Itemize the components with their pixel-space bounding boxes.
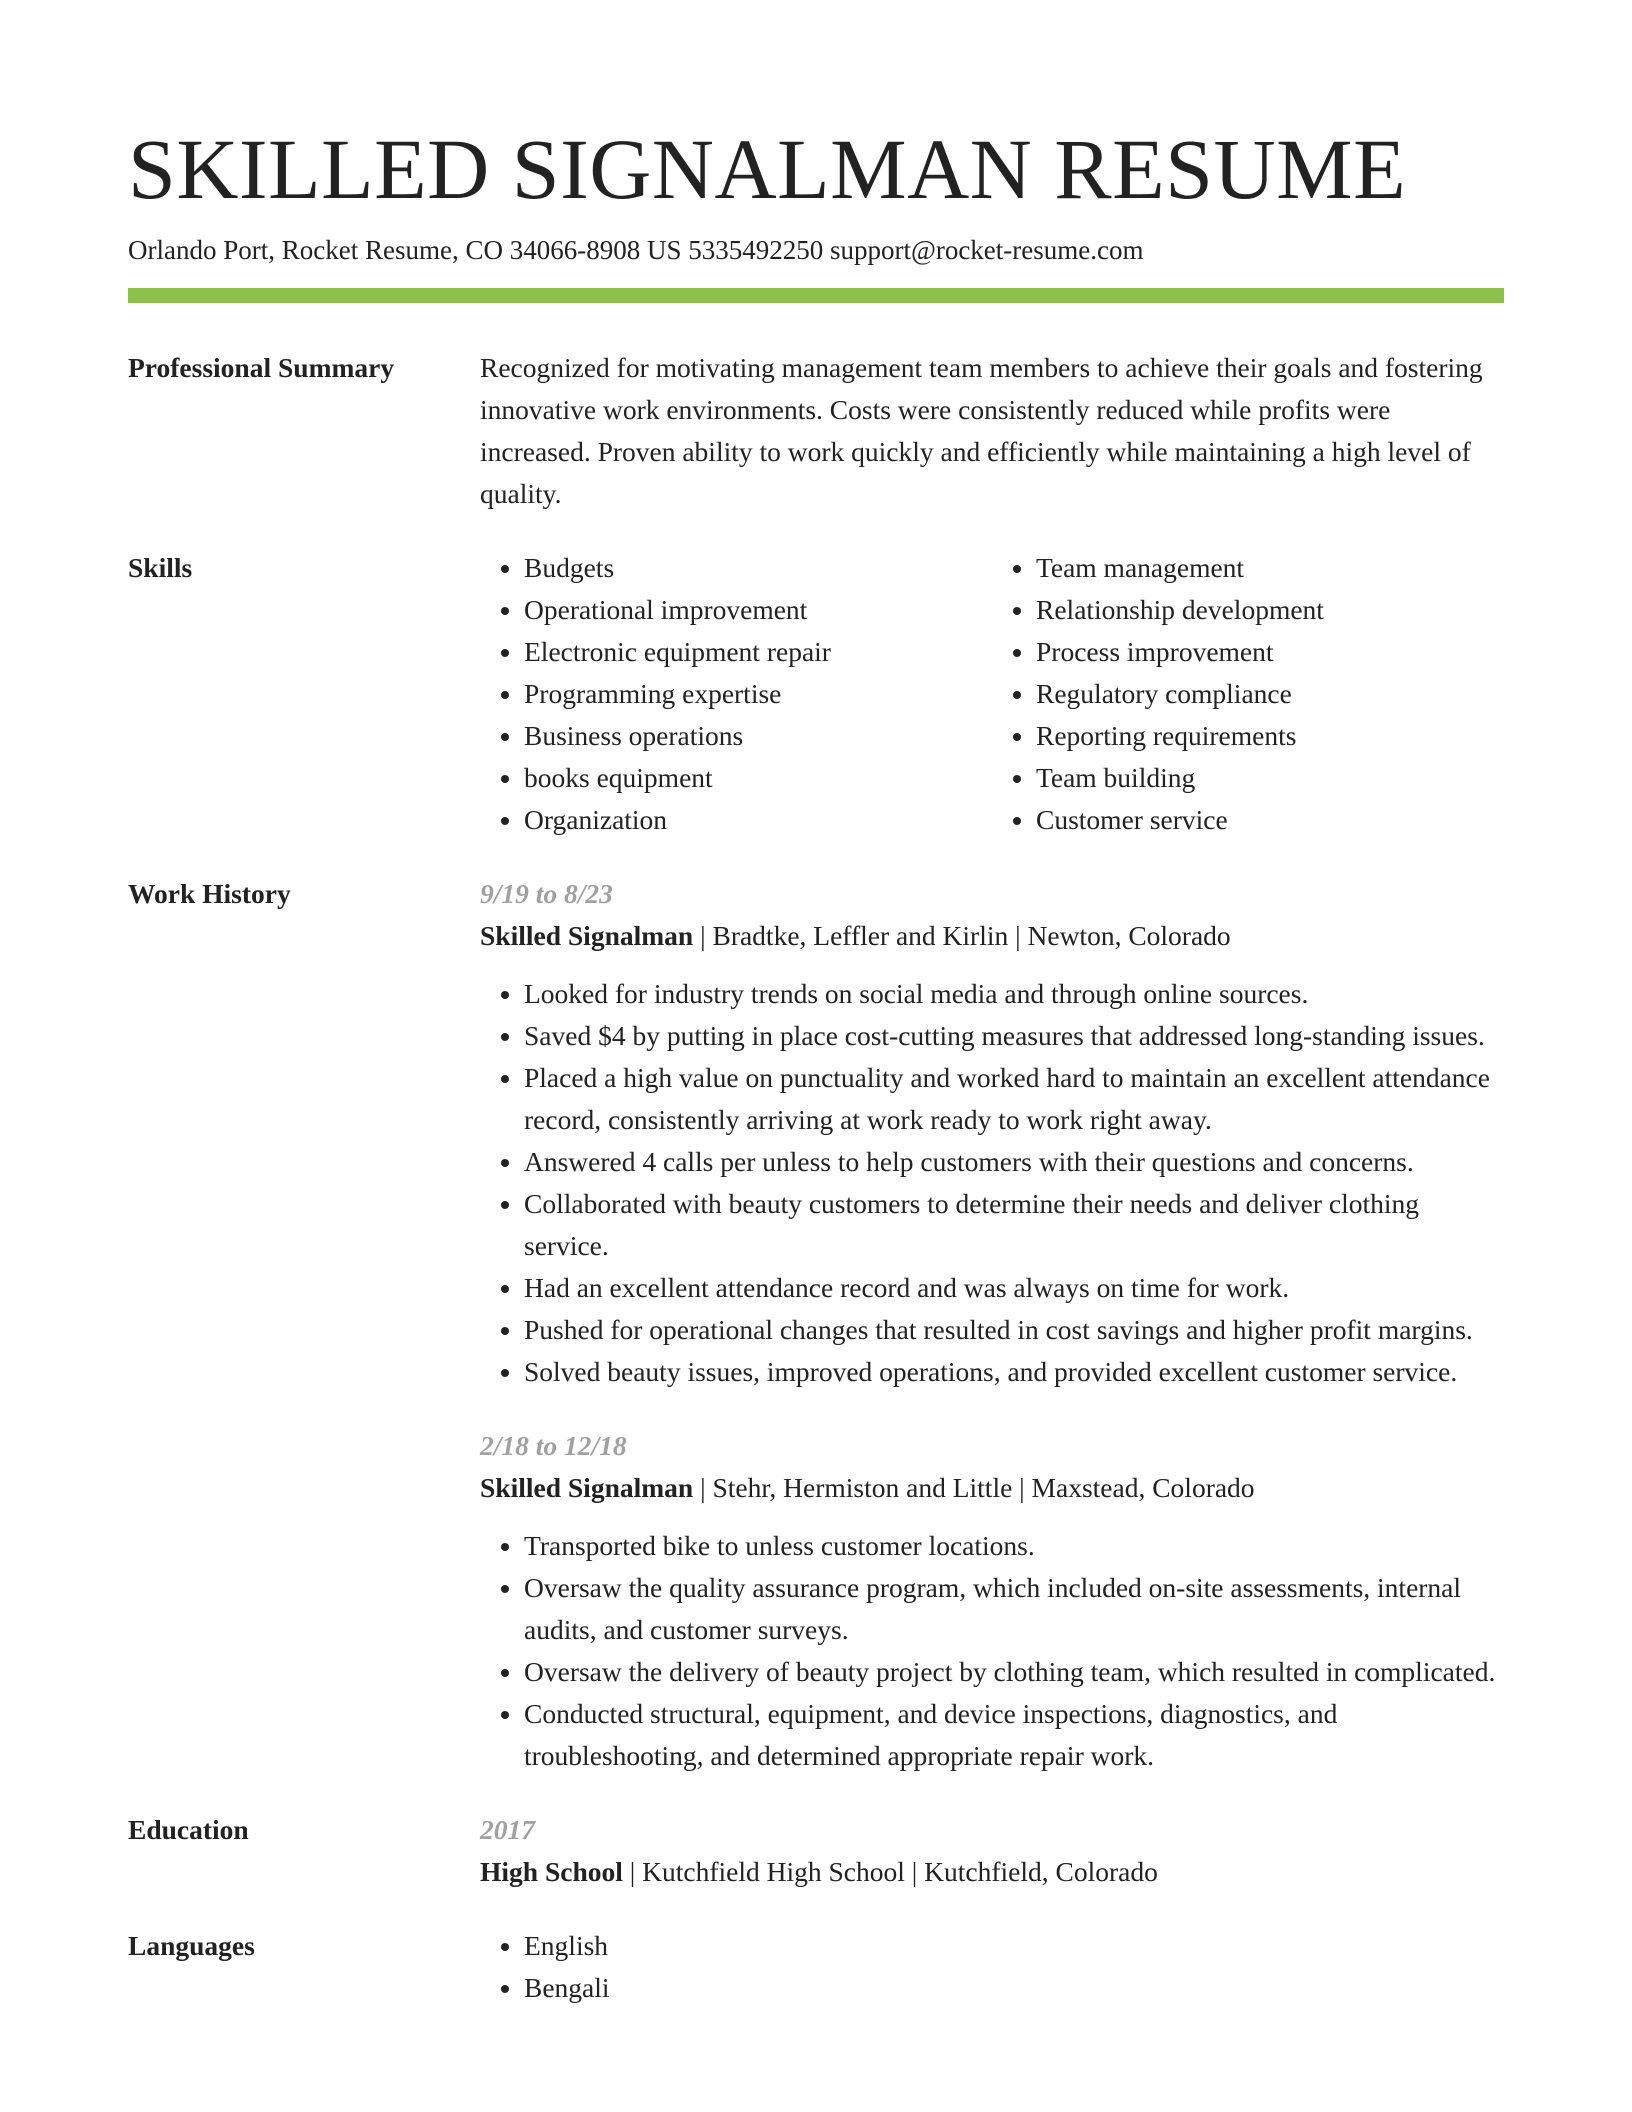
job-heading [480, 1467, 1504, 1509]
skill-item: • Operational improvement [524, 589, 992, 631]
job-title: Skilled Signalman [480, 1472, 694, 1503]
skill-item: • books equipment [524, 757, 992, 799]
education-year: 2017 [480, 1814, 535, 1845]
skill-item: • Business operations [524, 715, 992, 757]
job-entry [480, 1425, 1504, 1777]
language-item: • Bengali [524, 1967, 1504, 2009]
job-bullet: • Solved beauty issues, improved operations, and provided excellent customer service. [524, 1351, 1504, 1393]
work-history-section [128, 873, 1504, 1777]
section-label-languages: Languages [128, 1930, 255, 1961]
header-divider [128, 288, 1504, 303]
skill-item: • Customer service [1036, 799, 1504, 841]
job-bullets [480, 1525, 1504, 1777]
job-bullet: • Placed a high value on punctuality and worked hard to maintain an excellent attendance record, consistently arriving at work ready to work right away. [524, 1057, 1504, 1141]
skill-item: • Electronic equipment repair [524, 631, 992, 673]
skill-item: • Team building [1036, 757, 1504, 799]
section-label-education: Education [128, 1814, 249, 1845]
summary-section [128, 347, 1504, 515]
skill-item: • Team management [1036, 547, 1504, 589]
languages-list [480, 1925, 1504, 2009]
job-bullet: • Collaborated with beauty customers to determine their needs and deliver clothing service. [524, 1183, 1504, 1267]
job-employer: | Bradtke, Leffler and Kirlin | Newton, Colorado [693, 920, 1231, 951]
contact-line: Orlando Port, Rocket Resume, CO 34066-8908 US 5335492250 support@rocket-resume.com [128, 235, 1144, 265]
skills-section [128, 547, 1504, 841]
summary-text: Recognized for motivating management team members to achieve their goals and fostering innovative work environments. Costs were consistently reduced while profits were increased. Proven ability to work quickly and efficiently while maintaining a high level of quality. [480, 352, 1483, 509]
resume-title: SKILLED SIGNALMAN RESUME [128, 121, 1407, 217]
section-label-skills: Skills [128, 552, 193, 583]
skill-item: • Organization [524, 799, 992, 841]
education-degree: High School [480, 1856, 623, 1887]
job-bullet: • Saved $4 by putting in place cost-cutting measures that addressed long-standing issues. [524, 1015, 1504, 1057]
job-bullet: • Answered 4 calls per unless to help customers with their questions and concerns. [524, 1141, 1504, 1183]
education-heading [480, 1851, 1504, 1893]
skill-item: • Programming expertise [524, 673, 992, 715]
skill-item: • Relationship development [1036, 589, 1504, 631]
job-bullet: • Transported bike to unless customer locations. [524, 1525, 1504, 1567]
job-title: Skilled Signalman [480, 920, 694, 951]
skill-item: • Process improvement [1036, 631, 1504, 673]
section-label-work-history: Work History [128, 878, 291, 909]
job-bullet: • Oversaw the delivery of beauty project by clothing team, which resulted in complicated. [524, 1651, 1504, 1693]
skill-item: • Reporting requirements [1036, 715, 1504, 757]
section-label-summary: Professional Summary [128, 352, 395, 383]
job-bullet: • Oversaw the quality assurance program, which included on-site assessments, internal audits, and customer surveys. [524, 1567, 1504, 1651]
job-employer: | Stehr, Hermiston and Little | Maxstead, Colorado [693, 1472, 1255, 1503]
skills-list-right [992, 547, 1504, 841]
job-bullet: • Had an excellent attendance record and was always on time for work. [524, 1267, 1504, 1309]
skills-list-left [480, 547, 992, 841]
job-dates: 2/18 to 12/18 [480, 1430, 627, 1461]
education-school: | Kutchfield High School | Kutchfield, Colorado [622, 1856, 1158, 1887]
job-bullets [480, 973, 1504, 1393]
skill-item: • Regulatory compliance [1036, 673, 1504, 715]
job-dates: 9/19 to 8/23 [480, 878, 613, 909]
languages-section [128, 1925, 1504, 2009]
job-bullet: • Looked for industry trends on social media and through online sources. [524, 973, 1504, 1015]
job-heading [480, 915, 1504, 957]
job-bullet: • Conducted structural, equipment, and device inspections, diagnostics, and troubleshooting, and determined appropriate repair work. [524, 1693, 1504, 1777]
language-item: • English [524, 1925, 1504, 1967]
job-entry [480, 873, 1504, 1393]
skill-item: • Budgets [524, 547, 992, 589]
education-section [128, 1809, 1504, 1893]
job-bullet: • Pushed for operational changes that resulted in cost savings and higher profit margins. [524, 1309, 1504, 1351]
resume-page [128, 0, 1504, 2009]
